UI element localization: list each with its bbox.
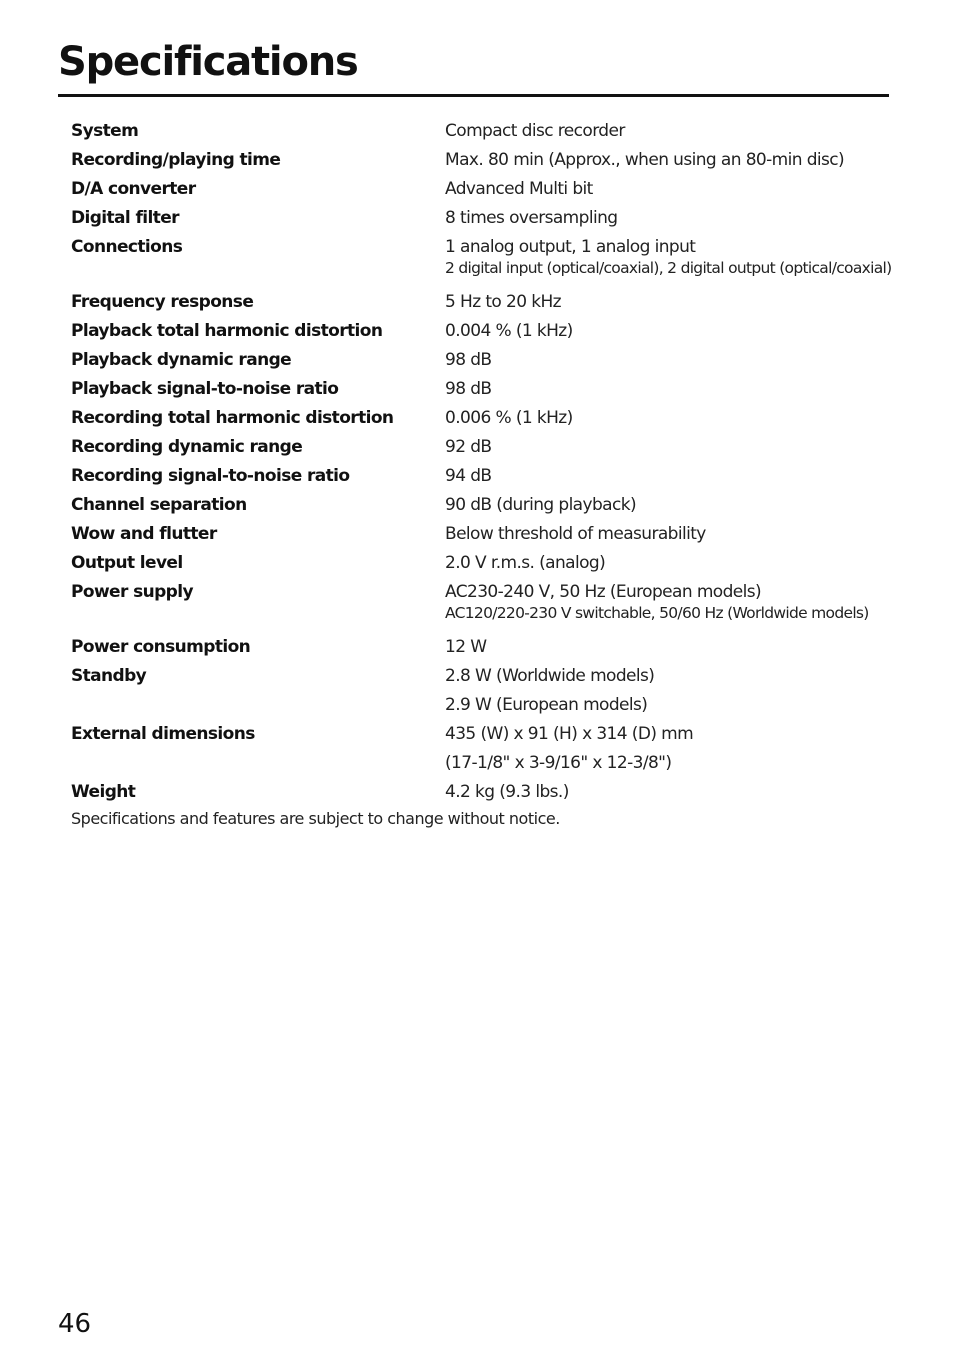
spec-value-line: (17-1/8" x 3-9/16" x 12-3/8"): [445, 753, 672, 773]
spec-label: Recording/playing time: [71, 150, 281, 170]
spec-value: [445, 778, 891, 807]
spec-value-line: 2.0 V r.m.s. (analog): [445, 553, 606, 573]
spec-value: [445, 520, 891, 549]
spec-row: [71, 462, 891, 491]
spec-row: [71, 204, 891, 233]
spec-row: [71, 778, 891, 807]
spec-value: [445, 346, 891, 375]
spec-value: [445, 233, 891, 288]
spec-value: [445, 749, 891, 778]
spec-label: Playback dynamic range: [71, 350, 292, 370]
spec-value: [445, 317, 891, 346]
spec-value-line: 2.9 W (European models): [445, 695, 648, 715]
spec-label: Standby: [71, 666, 147, 686]
spec-label: D/A converter: [71, 179, 196, 199]
spec-label: Power consumption: [71, 637, 251, 657]
spec-value-line: 0.006 % (1 kHz): [445, 408, 573, 428]
spec-value: [445, 633, 891, 662]
spec-label: Channel separation: [71, 495, 247, 515]
spec-value-line: Advanced Multi bit: [445, 179, 593, 199]
spec-row: [71, 520, 891, 549]
spec-row: [71, 749, 891, 778]
spec-value-line-2: AC120/220-230 V switchable, 50/60 Hz (Worldwide models): [445, 604, 869, 622]
spec-row: [71, 404, 891, 433]
spec-row: [71, 117, 891, 146]
spec-value: [445, 578, 891, 633]
spec-value-line: 12 W: [445, 637, 487, 657]
spec-value-line: 90 dB (during playback): [445, 495, 636, 515]
spec-label: Power supply: [71, 582, 193, 602]
spec-value: [445, 720, 891, 749]
spec-value-line: 94 dB: [445, 466, 492, 486]
spec-value: [445, 375, 891, 404]
spec-value-line: 4.2 kg (9.3 lbs.): [445, 782, 569, 802]
spec-row: [71, 633, 891, 662]
spec-value-line: AC230-240 V, 50 Hz (European models): [445, 582, 762, 602]
spec-row: [71, 433, 891, 462]
spec-label: Recording signal-to-noise ratio: [71, 466, 350, 486]
spec-value: [445, 146, 891, 175]
spec-value: [445, 404, 891, 433]
spec-value-line: 92 dB: [445, 437, 492, 457]
spec-value: [445, 491, 891, 520]
footnote: Specifications and features are subject to change without notice.: [71, 809, 560, 828]
spec-label: System: [71, 121, 139, 141]
spec-value: [445, 433, 891, 462]
spec-row: [71, 175, 891, 204]
spec-value-line: 98 dB: [445, 350, 492, 370]
page-title: Specifications: [58, 39, 358, 85]
spec-value-line: Max. 80 min (Approx., when using an 80-min disc): [445, 150, 845, 170]
spec-value: [445, 691, 891, 720]
spec-label: Playback total harmonic distortion: [71, 321, 383, 341]
spec-value: [445, 462, 891, 491]
spec-value: [445, 288, 891, 317]
spec-label: Weight: [71, 782, 136, 802]
spec-value: [445, 117, 891, 146]
spec-value-line: 98 dB: [445, 379, 492, 399]
spec-value-line: 8 times oversampling: [445, 208, 618, 228]
spec-row: [71, 375, 891, 404]
spec-label: Frequency response: [71, 292, 254, 312]
spec-label: Playback signal-to-noise ratio: [71, 379, 339, 399]
title-rule: [58, 94, 889, 97]
spec-value-line: 1 analog output, 1 analog input: [445, 237, 696, 257]
spec-row: [71, 346, 891, 375]
spec-row: [71, 233, 891, 288]
spec-row: [71, 720, 891, 749]
spec-value-line: Below threshold of measurability: [445, 524, 706, 544]
spec-label: Digital filter: [71, 208, 179, 228]
spec-row: [71, 578, 891, 633]
spec-value-line: 5 Hz to 20 kHz: [445, 292, 561, 312]
spec-row: [71, 317, 891, 346]
page-number: 46: [58, 1309, 92, 1339]
spec-row: [71, 662, 891, 691]
spec-table: [71, 117, 891, 807]
spec-label: Recording dynamic range: [71, 437, 303, 457]
spec-label: Output level: [71, 553, 183, 573]
spec-value: [445, 549, 891, 578]
spec-label: Recording total harmonic distortion: [71, 408, 394, 428]
spec-row: [71, 146, 891, 175]
spec-label: Connections: [71, 237, 183, 257]
spec-value-line: Compact disc recorder: [445, 121, 625, 141]
spec-value-line: 435 (W) x 91 (H) x 314 (D) mm: [445, 724, 694, 744]
spec-value-line-2: 2 digital input (optical/coaxial), 2 digital output (optical/coaxial): [445, 259, 892, 277]
spec-row: [71, 549, 891, 578]
spec-label: Wow and flutter: [71, 524, 217, 544]
spec-value-line: 2.8 W (Worldwide models): [445, 666, 655, 686]
spec-value: [445, 662, 891, 691]
spec-row: [71, 491, 891, 520]
spec-value: [445, 204, 891, 233]
spec-row: [71, 288, 891, 317]
spec-value-line: 0.004 % (1 kHz): [445, 321, 573, 341]
spec-value: [445, 175, 891, 204]
spec-label: External dimensions: [71, 724, 255, 744]
spec-row: [71, 691, 891, 720]
